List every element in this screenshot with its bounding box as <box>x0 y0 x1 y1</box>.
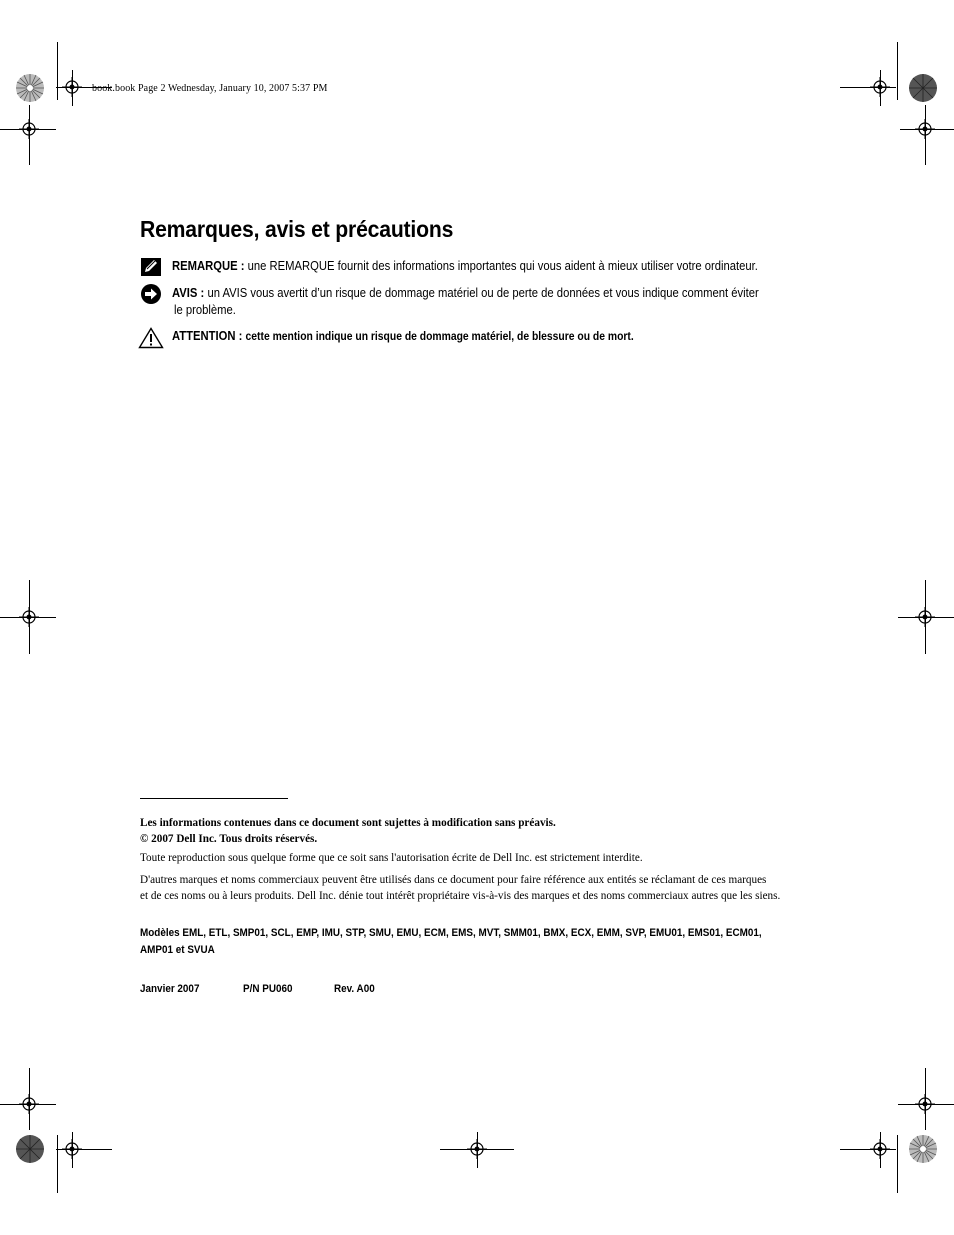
page-title: Remarques, avis et précautions <box>140 216 454 242</box>
copyright-line: © 2007 Dell Inc. Tous droits réservés. <box>140 832 318 845</box>
trademarks-line: et de ces noms ou à leurs produits. Dell Inc. dénie tout intérêt propriétaire vis-à-vis des marques et des noms commerciaux autres que les siens. <box>140 889 781 902</box>
registration-target-icon <box>19 1094 39 1114</box>
crop-mark <box>57 42 58 100</box>
note-text: une REMARQUE fournit des informations importantes qui vous aident à mieux utiliser votre ordinateur. <box>247 259 758 273</box>
reproduction-notice: Toute reproduction sous quelque forme que ce soit sans l'autorisation écrite de Dell Inc. est strictement interdite. <box>140 852 643 864</box>
note-text: un AVIS vous avertit d’un risque de dommage matériel ou de perte de données et vous indique comment éviter <box>207 286 759 300</box>
note-label: REMARQUE : <box>172 259 245 273</box>
models-line: AMP01 et SVUA <box>140 944 215 956</box>
registration-target-icon <box>19 119 39 139</box>
registration-target-icon <box>915 1094 935 1114</box>
info-line: Les informations contenues dans ce document sont sujettes à modification sans préavis. <box>140 817 556 829</box>
registration-target-icon <box>870 77 890 97</box>
caution-triangle-icon <box>138 327 164 349</box>
registration-target-icon <box>915 119 935 139</box>
publication-date: Janvier 2007 <box>140 983 200 995</box>
print-rosette-icon <box>908 73 938 103</box>
registration-target-icon <box>870 1139 890 1159</box>
note-text: cette mention indique un risque de dommage matériel, de blessure ou de mort. <box>245 331 634 343</box>
part-number: P/N PU060 <box>243 983 293 995</box>
registration-target-icon <box>62 1139 82 1159</box>
print-rosette-icon <box>908 1134 938 1164</box>
models-list <box>140 925 840 959</box>
note-label: AVIS : <box>172 286 205 300</box>
revision: Rev. A00 <box>334 983 375 995</box>
note-text-continued: le problème. <box>174 303 236 317</box>
crop-mark <box>897 1135 898 1193</box>
print-rosette-icon <box>15 1134 45 1164</box>
registration-target-icon <box>915 607 935 627</box>
legal-notice <box>140 816 850 847</box>
print-rosette-icon <box>15 73 45 103</box>
models-line: Modèles EML, ETL, SMP01, SCL, EMP, IMU, STP, SMU, EMU, ECM, EMS, MVT, SMM01, BMX, ECX, EMM, SVP, EMU01, EMS01, ECM01, <box>140 927 762 939</box>
registration-target-icon <box>467 1139 487 1159</box>
trademarks-line: D'autres marques et noms commerciaux peuvent être utilisés dans ce document pour faire référence aux entités se réclamant de ces marques <box>140 874 767 886</box>
note-pencil-icon <box>140 257 162 277</box>
print-header: book.book Page 2 Wednesday, January 10, 2007 5:37 PM <box>92 83 328 94</box>
trademarks-notice <box>140 873 850 904</box>
registration-target-icon <box>19 607 39 627</box>
notice-arrow-icon <box>140 283 162 305</box>
footnote-divider <box>140 798 288 799</box>
note-label: ATTENTION : <box>172 329 243 343</box>
registration-target-icon <box>62 77 82 97</box>
crop-mark <box>57 1135 58 1193</box>
crop-mark <box>897 42 898 100</box>
